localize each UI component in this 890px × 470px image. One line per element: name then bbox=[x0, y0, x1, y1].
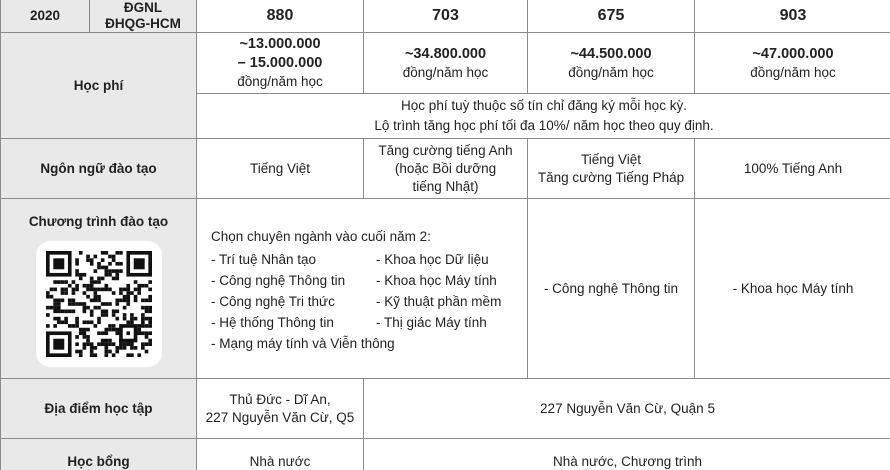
exam-name-line1: ĐGNL bbox=[123, 0, 163, 15]
tuition-amount-line1: ~13.000.000 bbox=[239, 36, 321, 52]
qr-code-card bbox=[36, 241, 162, 367]
program-value: - Công nghệ Thông tin bbox=[543, 280, 679, 296]
language-col2 bbox=[363, 138, 528, 199]
scholarship-others bbox=[363, 438, 890, 470]
program-col3 bbox=[527, 198, 695, 379]
tuition-label-cell bbox=[0, 32, 197, 139]
year-cell bbox=[0, 0, 90, 33]
language-label: Ngôn ngữ đào tạo bbox=[40, 160, 157, 176]
tuition-amount-col3 bbox=[527, 32, 695, 94]
exam-name-cell bbox=[89, 0, 197, 33]
language-col4 bbox=[694, 138, 890, 199]
major-item: - Trí tuệ Nhân tạo bbox=[211, 252, 317, 267]
language-line: Tăng cường tiếng Anh bbox=[378, 142, 513, 158]
qr-code-icon[interactable] bbox=[46, 251, 152, 357]
tuition-unit: đồng/năm học bbox=[568, 64, 654, 80]
tuition-amount-col2 bbox=[363, 32, 528, 94]
major-item: - Mạng máy tính và Viễn thông bbox=[211, 336, 395, 351]
tuition-unit: đồng/năm học bbox=[237, 74, 323, 89]
major-item: - Khoa học Dữ liệu bbox=[376, 252, 489, 267]
tuition-amount-col1 bbox=[196, 32, 364, 94]
year-label: 2020 bbox=[29, 7, 61, 23]
scholarship-label: Học bổng bbox=[67, 454, 130, 469]
language-col1 bbox=[196, 138, 364, 199]
major-item: - Công nghệ Thông tin bbox=[211, 273, 346, 288]
scholarship-value: Nhà nước, Chương trình bbox=[552, 454, 703, 469]
exam-name-line2: ĐHQG-HCM bbox=[105, 15, 181, 31]
tuition-amount-line1: ~47.000.000 bbox=[752, 45, 834, 62]
tuition-amount-col4 bbox=[694, 32, 890, 94]
score-value: 903 bbox=[779, 6, 807, 24]
program-col4 bbox=[694, 198, 890, 379]
score-col1 bbox=[196, 0, 364, 33]
scholarship-col1 bbox=[196, 438, 364, 470]
score-col2 bbox=[363, 0, 528, 33]
language-label-cell bbox=[0, 138, 197, 199]
language-line: Tăng cường Tiếng Pháp bbox=[537, 169, 685, 185]
tuition-amount-line1: ~34.800.000 bbox=[404, 45, 487, 62]
language-line: (hoặc Bồi dưỡng bbox=[394, 160, 497, 176]
score-value: 703 bbox=[432, 6, 459, 24]
location-value: 227 Nguyễn Văn Cừ, Quận 5 bbox=[540, 400, 715, 416]
score-value: 675 bbox=[597, 6, 625, 24]
program-intro: Chọn chuyên ngành vào cuối năm 2: bbox=[211, 229, 431, 244]
language-line: tiếng Nhật) bbox=[412, 178, 479, 194]
scholarship-label-cell bbox=[0, 438, 197, 470]
program-label: Chương trình đào tạo bbox=[28, 214, 169, 229]
language-value: 100% Tiếng Anh bbox=[743, 160, 843, 176]
major-item: - Kỹ thuật phần mềm bbox=[376, 294, 502, 309]
tuition-note-cell bbox=[196, 93, 890, 139]
major-item: - Khoa học Máy tính bbox=[376, 273, 497, 288]
location-label-cell bbox=[0, 378, 197, 439]
tuition-unit: đồng/năm học bbox=[402, 64, 489, 80]
language-col3 bbox=[527, 138, 695, 199]
score-col4 bbox=[694, 0, 890, 33]
program-majors-list bbox=[211, 226, 536, 354]
language-value: Tiếng Việt bbox=[249, 160, 311, 176]
score-col3 bbox=[527, 0, 695, 33]
location-col1 bbox=[196, 378, 364, 439]
tuition-note-line2: Lộ trình tăng học phí tối đa 10%/ năm học theo quy định. bbox=[374, 118, 714, 133]
major-item: - Hệ thống Thông tin bbox=[211, 315, 334, 330]
language-line: Tiếng Việt bbox=[580, 151, 642, 167]
tuition-note-line1: Học phí tuỳ thuộc số tín chỉ đăng ký mỗi học kỳ. bbox=[401, 98, 687, 113]
location-line: 227 Nguyễn Văn Cừ, Q5 bbox=[205, 409, 355, 425]
score-value: 880 bbox=[266, 6, 294, 24]
program-value: - Khoa học Máy tính bbox=[732, 280, 854, 296]
tuition-amount-line1: ~44.500.000 bbox=[570, 45, 652, 62]
scholarship-value: Nhà nước bbox=[249, 454, 311, 469]
major-item: - Thị giác Máy tính bbox=[376, 315, 487, 330]
location-line: Thủ Đức - Dĩ An, bbox=[229, 391, 331, 407]
location-label: Địa điểm học tập bbox=[44, 400, 153, 416]
tuition-unit: đồng/năm học bbox=[750, 64, 836, 80]
location-others bbox=[363, 378, 890, 439]
major-item: - Công nghệ Tri thức bbox=[211, 294, 335, 309]
tuition-amount-line2: – 15.000.000 bbox=[237, 55, 323, 71]
tuition-label: Học phí bbox=[73, 77, 124, 93]
